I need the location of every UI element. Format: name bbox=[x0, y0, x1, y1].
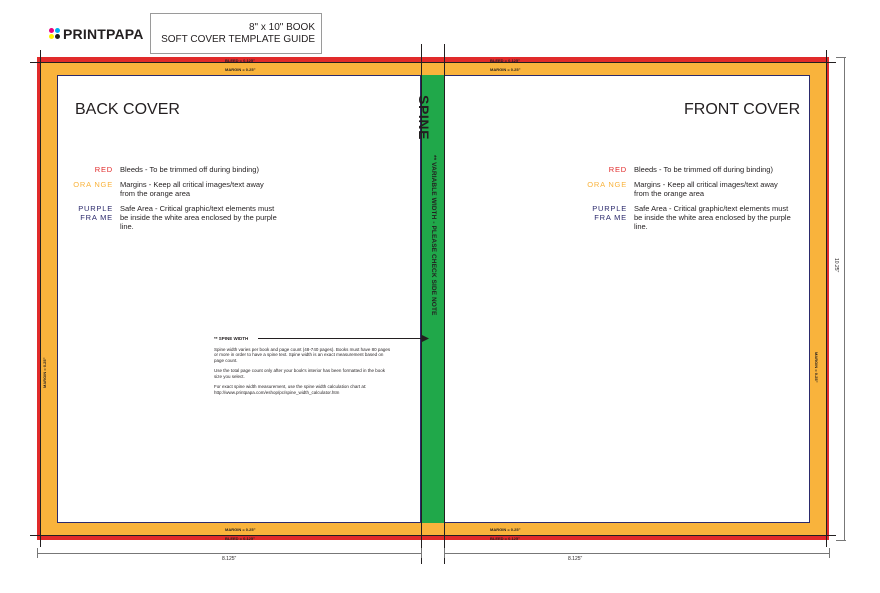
spine-note-arrow-icon bbox=[422, 335, 430, 342]
legend-item-red bbox=[587, 165, 794, 174]
dimension-height: 10.25" bbox=[833, 258, 839, 273]
legend-key-orange: ORA NGE bbox=[73, 180, 113, 189]
template-title-box bbox=[150, 13, 322, 54]
template-title-line2: SOFT COVER TEMPLATE GUIDE bbox=[161, 34, 315, 45]
back-cover-title: BACK COVER bbox=[75, 101, 180, 118]
margin-label-left: MARGIN = 0.25" bbox=[42, 357, 47, 388]
legend-text-purple: Safe Area - Critical graphic/text elements must be inside the white area enclosed by the purple line. bbox=[120, 204, 277, 231]
legend-key-orange: ORA NGE bbox=[587, 180, 627, 189]
dimension-width-back: 8.125" bbox=[222, 556, 237, 562]
legend-text-red: Bleeds - To be trimmed off during binding) bbox=[634, 165, 773, 174]
bleed-label-top-back: BLEED = 0.125" bbox=[225, 58, 256, 63]
legend-text-purple: Safe Area - Critical graphic/text elements must be inside the white area enclosed by the purple line. bbox=[634, 204, 791, 231]
margin-label-bottom-back: MARGIN = 0.25" bbox=[225, 527, 256, 532]
trim-line-top bbox=[30, 62, 836, 63]
margin-label-top-back: MARGIN = 0.25" bbox=[225, 67, 256, 72]
legend-key-red: RED bbox=[94, 165, 113, 174]
legend-text-red: Bleeds - To be trimmed off during binding) bbox=[120, 165, 259, 174]
spine-width-para3: For exact spine width measurement, use the spine width calculation chart at: bbox=[214, 384, 367, 389]
dimension-line-height bbox=[844, 57, 845, 540]
spine-variable-width-note: ** VARIABLE WIDTH - PLEASE CHECK SIDE NOTE bbox=[430, 155, 437, 316]
logo-mark-icon bbox=[49, 28, 61, 40]
legend-item-orange bbox=[587, 180, 794, 198]
margin-label-right: MARGIN = 0.25" bbox=[814, 352, 819, 383]
printpapa-logo bbox=[49, 26, 144, 42]
template-title-line1: 8" x 10" BOOK bbox=[248, 22, 315, 33]
spine-width-link[interactable]: http://www.printpapa.com/eshop/pc/spine_width_calculator.htm bbox=[214, 389, 340, 395]
back-cover-safe-area bbox=[57, 75, 421, 523]
dimension-tick bbox=[37, 548, 38, 558]
spine-width-para1: Spine width varies per book and page count (48-740 pages). Books must have 80 pages or more in order to have a spine text. Spine width is an exact measurement based on page count. bbox=[214, 346, 391, 363]
dimension-tick bbox=[836, 57, 846, 58]
bleed-label-top-front: BLEED = 0.125" bbox=[490, 58, 521, 63]
dimension-line-back bbox=[37, 553, 421, 554]
trim-line-left bbox=[40, 50, 41, 547]
spine-note-arrow-line bbox=[258, 338, 424, 339]
legend-text-orange: Margins - Keep all critical images/text away from the orange area bbox=[120, 180, 264, 198]
dimension-tick bbox=[836, 540, 846, 541]
back-cover-legend bbox=[73, 165, 280, 231]
dimension-line-front bbox=[444, 553, 829, 554]
spine-title: SPINE bbox=[416, 95, 432, 141]
dimension-tick bbox=[829, 548, 830, 558]
legend-item-purple bbox=[587, 204, 794, 231]
bleed-label-bottom-back: BLEED = 0.125" bbox=[225, 536, 256, 541]
bleed-label-bottom-front: BLEED = 0.125" bbox=[490, 536, 521, 541]
legend-key-red: RED bbox=[608, 165, 627, 174]
front-cover-safe-area bbox=[444, 75, 810, 523]
spine-width-para2: Use the total page count only after your book's interior has been formatted in the book size you select. bbox=[214, 368, 385, 379]
front-cover-title: FRONT COVER bbox=[684, 101, 801, 118]
margin-label-bottom-front: MARGIN = 0.25" bbox=[490, 527, 521, 532]
legend-item-purple bbox=[73, 204, 280, 231]
dimension-width-front: 8.125" bbox=[568, 556, 583, 562]
spine-width-note bbox=[214, 336, 414, 395]
spine-guide-right bbox=[444, 44, 445, 564]
margin-label-top-front: MARGIN = 0.25" bbox=[490, 67, 521, 72]
spine-width-heading: ** SPINE WIDTH bbox=[214, 336, 249, 341]
legend-key-purple: PURPLE FRA ME bbox=[592, 204, 627, 222]
dimension-tick bbox=[421, 548, 422, 558]
legend-text-orange: Margins - Keep all critical images/text away from the orange area bbox=[634, 180, 778, 198]
front-cover-legend bbox=[587, 165, 794, 231]
logo-text: PRINTPAPA bbox=[63, 26, 144, 42]
dimension-tick bbox=[444, 548, 445, 558]
trim-line-right bbox=[826, 50, 827, 547]
legend-key-purple: PURPLE FRA ME bbox=[78, 204, 113, 222]
legend-item-red bbox=[73, 165, 280, 174]
trim-line-bottom bbox=[30, 535, 836, 536]
legend-item-orange bbox=[73, 180, 280, 198]
